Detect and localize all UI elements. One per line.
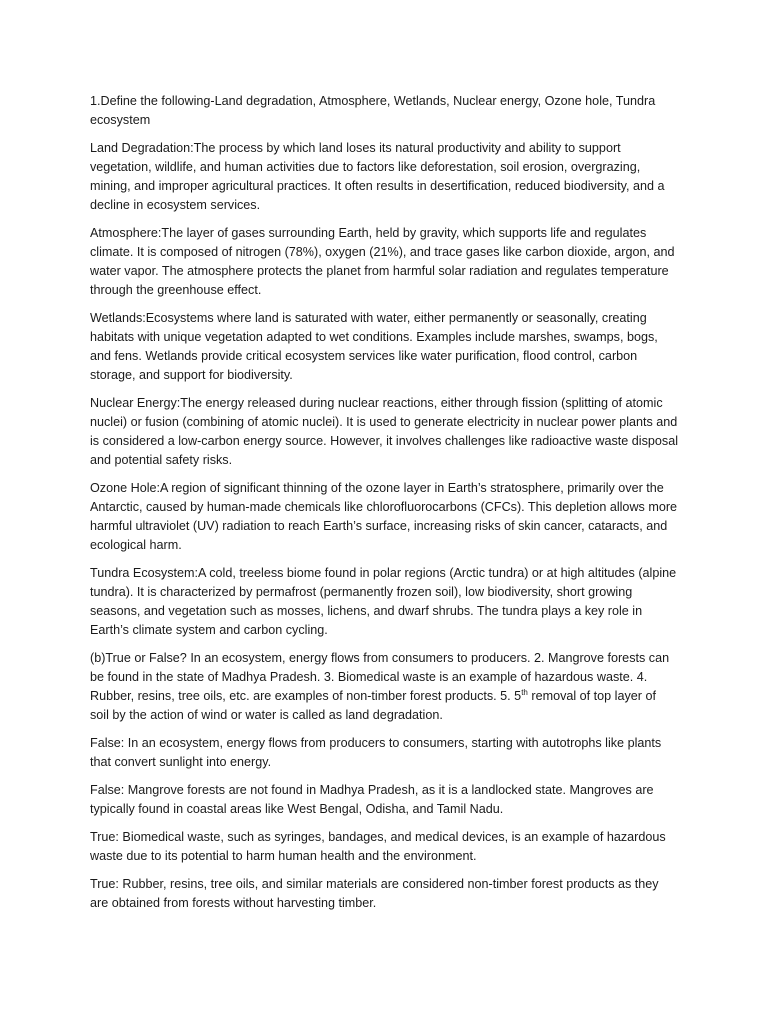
definition-land-degradation: Land Degradation:The process by which land loses its natural productivity and ability to support vegetation, wildlife, and human activities due to factors like deforestation, soil erosion, overgrazing, mining, and improper agricultural practices. It often results in desertification, reduced biodiversity, and a decline in ecosystem services. <box>90 141 665 212</box>
true-false-question <box>90 649 678 725</box>
question-heading: 1.Define the following-Land degradation, Atmosphere, Wetlands, Nuclear energy, Ozone hole, Tundra ecosystem <box>90 94 656 127</box>
true-false-question-text: (b)True or False? In an ecosystem, energy flows from consumers to producers. 2. Mangrove forests can be found in the state of Madhya Pradesh. 3. Biomedical waste is an example of hazardous waste. 4. Rubber, resins, tree oils, etc. are examples of non-timber forest products. 5. 5 <box>90 651 670 703</box>
definition-tundra-ecosystem: Tundra Ecosystem:A cold, treeless biome found in polar regions (Arctic tundra) or at high altitudes (alpine tundra). It is characterized by permafrost (permanently frozen soil), low biodiversity, short growing seasons, and vegetation such as mosses, lichens, and dwarf shrubs. The tundra plays a key role in Earth’s climate system and carbon cycling. <box>90 566 677 637</box>
answer-3: True: Biomedical waste, such as syringes, bandages, and medical devices, is an example of hazardous waste due to its potential to harm human health and the environment. <box>90 830 666 863</box>
definition-ozone-hole: Ozone Hole:A region of significant thinning of the ozone layer in Earth’s stratosphere, primarily over the Antarctic, caused by human-made chemicals like chlorofluorocarbons (CFCs). This depletion allows more harmful ultraviolet (UV) radiation to reach Earth’s surface, increasing risks of skin cancer, cataracts, and ecological harm. <box>90 481 678 552</box>
definition-wetlands: Wetlands:Ecosystems where land is saturated with water, either permanently or seasonally, creating habitats with unique vegetation adapted to wet conditions. Examples include marshes, swamps, bogs, and fens. Wetlands provide critical ecosystem services like water purification, flood control, carbon storage, and support for biodiversity. <box>90 311 658 382</box>
true-false-question-text-end: removal of top layer of soil by the action of wind or water is called as land degradation. <box>90 689 656 722</box>
answer-1: False: In an ecosystem, energy flows from producers to consumers, starting with autotrophs like plants that convert sunlight into energy. <box>90 736 662 769</box>
definition-nuclear-energy: Nuclear Energy:The energy released during nuclear reactions, either through fission (splitting of atomic nuclei) or fusion (combining of atomic nuclei). It is used to generate electricity in nuclear power plants and is considered a low-carbon energy source. However, it involves challenges like radioactive waste disposal and potential safety risks. <box>90 396 679 467</box>
answer-2: False: Mangrove forests are not found in Madhya Pradesh, as it is a landlocked state. Mangroves are typically found in coastal areas like West Bengal, Odisha, and Tamil Nadu. <box>90 783 654 816</box>
answer-4: True: Rubber, resins, tree oils, and similar materials are considered non-timber forest products as they are obtained from forests without harvesting timber. <box>90 877 659 910</box>
definition-atmosphere: Atmosphere:The layer of gases surrounding Earth, held by gravity, which supports life and regulates climate. It is composed of nitrogen (78%), oxygen (21%), and trace gases like carbon dioxide, argon, and water vapor. The atmosphere protects the planet from harmful solar radiation and regulates temperature through the greenhouse effect. <box>90 226 675 297</box>
document-page <box>90 92 678 922</box>
ordinal-superscript: th <box>521 687 528 697</box>
